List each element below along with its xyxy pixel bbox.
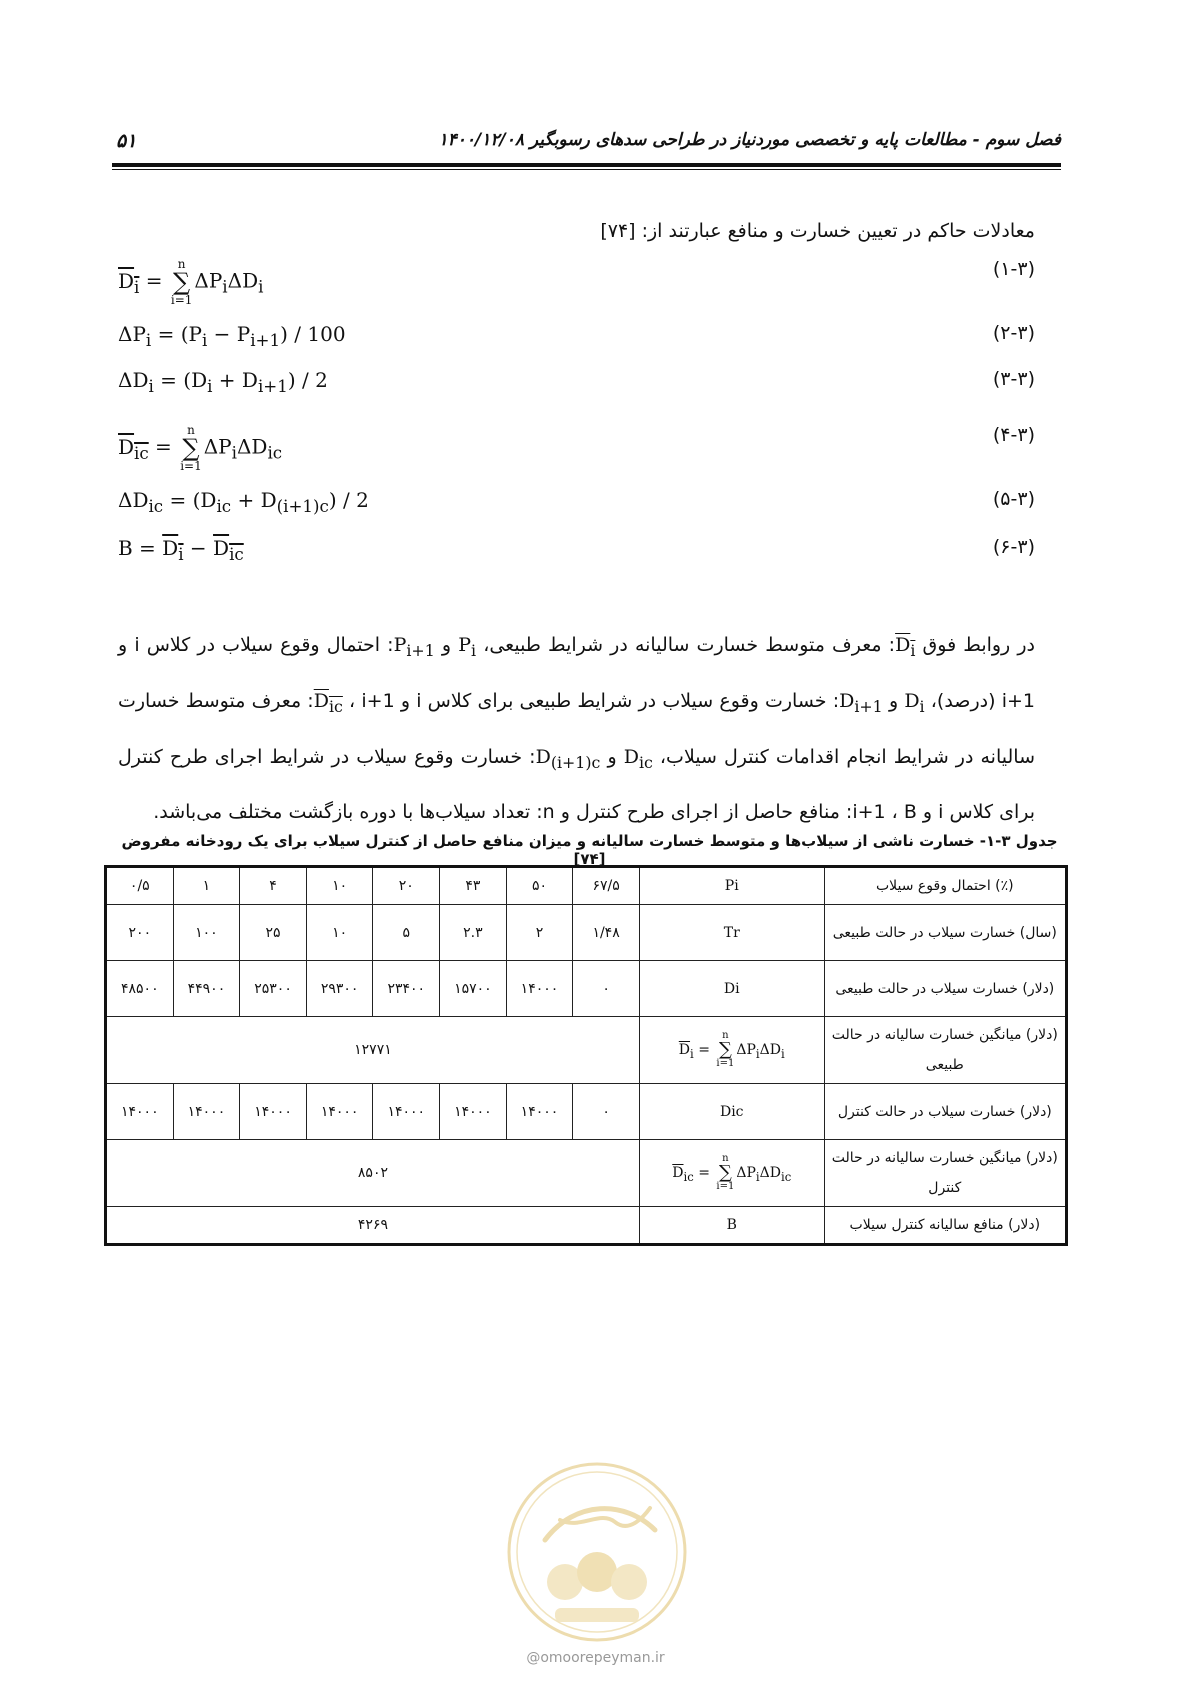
table-cell: ۱۴۰۰۰ bbox=[506, 1084, 573, 1140]
page-header bbox=[112, 124, 1061, 154]
table-row-label: (دلار) میانگین خسارت سالیانه در حالت طبیعی bbox=[824, 1017, 1066, 1084]
table-cell: ۵۰ bbox=[506, 867, 573, 905]
intro-text: معادلات حاکم در تعیین خسارت و منافع عبارتند از: [۷۴] bbox=[600, 220, 1035, 242]
equation-2 bbox=[118, 318, 1035, 358]
table-cell: ۲ bbox=[506, 905, 573, 961]
table-row bbox=[106, 1084, 1067, 1140]
table-row-label: (دلار) خسارت سیلاب در حالت طبیعی bbox=[824, 961, 1066, 1017]
table-row bbox=[106, 905, 1067, 961]
flood-damage-table bbox=[104, 865, 1068, 1246]
table-row-label: (٪) احتمال وقوع سیلاب bbox=[824, 867, 1066, 905]
equation-1-formula: $D_i$ = n ∑ i=1 $\Delta P_i\Delta D_i$ bbox=[118, 257, 264, 307]
equation-4 bbox=[118, 420, 1035, 473]
table-cell: ۱۴۰۰۰ bbox=[173, 1084, 240, 1140]
table-cell: ۲۹۳۰۰ bbox=[306, 961, 373, 1017]
table-row bbox=[106, 961, 1067, 1017]
table-cell: ۵ bbox=[373, 905, 440, 961]
table-caption: جدول ۳-۱- خسارت ناشی از سیلاب‌ها و متوسط خسارت سالیانه و میزان منافع حاصل از کنترل سیلاب برای یک رودخانه مفروض [۷۴] bbox=[121, 832, 1058, 868]
table-merged-value: ۸۵۰۲ bbox=[106, 1140, 640, 1207]
table-merged-value: ۱۲۷۷۱ bbox=[106, 1017, 640, 1084]
equation-5-formula: $\Delta D_{ic} = (D_{ic} + D_{(i+1)c}) / 2$ bbox=[118, 488, 369, 516]
table-row bbox=[106, 1017, 1067, 1084]
table-cell: ۴۳ bbox=[440, 867, 507, 905]
chapter-title: فصل سوم - مطالعات پایه و تخصصی موردنیاز در طراحی سدهای رسوبگیر ۱۴۰۰/۱۲/۰۸ bbox=[438, 130, 1061, 150]
equation-6-formula: $B = D_i - D_{ic}$ bbox=[118, 536, 244, 564]
table-cell: ۶۷/۵ bbox=[573, 867, 640, 905]
table-cell: ۴۴۹۰۰ bbox=[173, 961, 240, 1017]
table-cell: ۱۴۰۰۰ bbox=[373, 1084, 440, 1140]
table-symbol: B bbox=[639, 1207, 824, 1245]
table-cell: ۱/۴۸ bbox=[573, 905, 640, 961]
table-cell: ۰ bbox=[573, 961, 640, 1017]
table-symbol: Pi bbox=[639, 867, 824, 905]
table-cell: ۱۰۰ bbox=[173, 905, 240, 961]
table-cell: ۱۴۰۰۰ bbox=[506, 961, 573, 1017]
table-cell: ۲۵۳۰۰ bbox=[240, 961, 307, 1017]
table-row-label: (دلار) منافع سالیانه کنترل سیلاب bbox=[824, 1207, 1066, 1245]
equation-4-formula: $D_{ic}$ = n ∑ i=1 $\Delta P_i\Delta D_{ic}$ bbox=[118, 423, 283, 473]
table-cell: ۲۵ bbox=[240, 905, 307, 961]
table-row-label: (دلار) خسارت سیلاب در حالت کنترل bbox=[824, 1084, 1066, 1140]
page-number: ۵۱ bbox=[116, 130, 137, 152]
table-symbol-formula: $\overline{D}_i$ = n ∑ i=1 $\Delta P_i\Delta D_i$ bbox=[639, 1017, 824, 1084]
equation-3-number: (۳-۳) bbox=[992, 368, 1035, 390]
table-cell: ۲۰۰ bbox=[106, 905, 174, 961]
table-row-label: (دلار) میانگین خسارت سالیانه در حالت کنترل bbox=[824, 1140, 1066, 1207]
table-cell: ۱ bbox=[173, 867, 240, 905]
table-cell: ۰/۵ bbox=[106, 867, 174, 905]
table-cell: ۱۴۰۰۰ bbox=[240, 1084, 307, 1140]
equation-3-formula: $\Delta D_i = (D_i + D_{i+1}) / 2$ bbox=[118, 368, 328, 396]
table-cell: ۲۳۴۰۰ bbox=[373, 961, 440, 1017]
table-row-label: (سال) خسارت سیلاب در حالت طبیعی bbox=[824, 905, 1066, 961]
equation-6-number: (۶-۳) bbox=[992, 536, 1035, 558]
equation-3 bbox=[118, 364, 1035, 404]
equation-5 bbox=[118, 484, 1035, 524]
table-cell: ۱۰ bbox=[306, 867, 373, 905]
table-row bbox=[106, 867, 1067, 905]
table-symbol-formula: $\overline{D}_{ic}$ = n ∑ i=1 $\Delta P_i\Delta D_{ic}$ bbox=[639, 1140, 824, 1207]
table-symbol: Tr bbox=[639, 905, 824, 961]
table-cell: ۱۴۰۰۰ bbox=[306, 1084, 373, 1140]
table-cell: ۲۰ bbox=[373, 867, 440, 905]
definitions-paragraph: در روابط فوق $D_i$: معرف متوسط خسارت سالیانه در شرایط طبیعی، $P_i$ و $P_{i+1}$: احتمال وقوع سیلاب در کلاس i و i+1 (درصد)، $D_i$ و $D_{i+1}$: خسارت وقوع سیلاب در شرایط طبیعی برای کلاس i و i+1 ، $D_{ic}$: معرف متوسط خسارت سالیانه در شرایط انجام اقدامات کنترل سیلاب، $D_{ic}$ و $D_{(i+1)c}$: خسارت وقوع سیلاب در شرایط اجرای طرح کنترل برای کلاس i و i+1 ، B: منافع حاصل از اجرای طرح کنترل و n: تعداد سیلاب‌ها با دوره بازگشت مختلف می‌باشد. bbox=[118, 634, 1035, 824]
table-cell: ۱۴۰۰۰ bbox=[106, 1084, 174, 1140]
table-cell: ۴ bbox=[240, 867, 307, 905]
table-cell: ۲.۳ bbox=[440, 905, 507, 961]
table-cell: ۱۰ bbox=[306, 905, 373, 961]
equation-2-number: (۲-۳) bbox=[992, 322, 1035, 344]
equation-5-number: (۵-۳) bbox=[992, 488, 1035, 510]
seal-people-icon bbox=[577, 1552, 617, 1592]
table-row bbox=[106, 1207, 1067, 1245]
table-row bbox=[106, 1140, 1067, 1207]
table-merged-value: ۴۲۶۹ bbox=[106, 1207, 640, 1245]
equation-1-number: (۱-۳) bbox=[992, 258, 1035, 280]
watermark-seal-logo bbox=[505, 1460, 690, 1645]
header-rule-thin bbox=[112, 169, 1061, 170]
equation-2-formula: $\Delta P_i = (P_i - P_{i+1}) / 100$ bbox=[118, 322, 346, 350]
header-rule-thick bbox=[112, 163, 1061, 167]
seal-script-stroke bbox=[545, 1509, 655, 1540]
equation-1 bbox=[118, 254, 1035, 307]
table-cell: ۴۸۵۰۰ bbox=[106, 961, 174, 1017]
table-symbol: Dic bbox=[639, 1084, 824, 1140]
table-cell: ۰ bbox=[573, 1084, 640, 1140]
equation-4-number: (۴-۳) bbox=[992, 424, 1035, 446]
watermark-website: @omoorepeyman.ir bbox=[526, 1650, 665, 1666]
seal-banner bbox=[555, 1608, 639, 1622]
table-cell: ۱۵۷۰۰ bbox=[440, 961, 507, 1017]
table-symbol: Di bbox=[639, 961, 824, 1017]
table-cell: ۱۴۰۰۰ bbox=[440, 1084, 507, 1140]
equation-6 bbox=[118, 532, 1035, 572]
seal-gear-icon bbox=[611, 1564, 647, 1600]
